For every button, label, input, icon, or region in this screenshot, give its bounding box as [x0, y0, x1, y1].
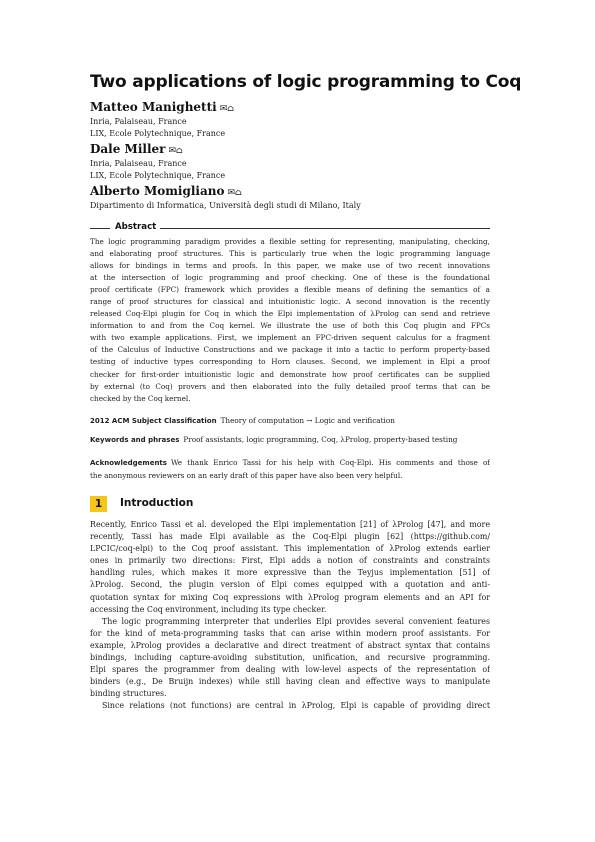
abstract-line: allows for bindings in terms and proofs. In this paper, we make use of two recent innovations [90, 261, 490, 271]
body-line: recently, Tassi has made Elpi available as the Coq-Elpi plugin [62] (https://github.com/ [90, 532, 490, 542]
author-block [90, 100, 510, 140]
author-affiliation: Inria, Palaiseau, France [90, 159, 187, 168]
author-name: Alberto Momigliano [90, 184, 225, 198]
abstract-line: range of proof structures for classical and intuitionistic logic. A second innovation is the recently [90, 297, 490, 307]
abstract-line: proof certificate (FPC) framework which provides a flexible means of defining the semantics of a [90, 285, 490, 295]
acm-label: 2012 ACM Subject Classification [90, 417, 217, 425]
acm-classification [90, 415, 490, 428]
section-heading [90, 496, 390, 512]
body-line: The logic programming interpreter that underlies Elpi provides several convenient features [102, 616, 490, 626]
abstract-label: Abstract [115, 222, 157, 232]
author-affiliation: LIX, Ecole Polytechnique, France [90, 129, 226, 138]
abstract-line: released Coq-Elpi plugin for Coq in which the Elpi implementation of λProlog can send and retrieve [90, 309, 490, 319]
body-line: Since relations (not functions) are central in λProlog, Elpi is capable of providing direct [102, 701, 490, 711]
acknowledgements [90, 457, 490, 481]
abstract-line: of the Calculus of Inductive Constructions and we package it into a tactic to perform property-based [90, 345, 490, 355]
paper-title: Two applications of logic programming to Coq [90, 72, 522, 92]
body-line: Recently, Enrico Tassi et al. developed the Elpi implementation [21] of λProlog [47], and more [90, 520, 490, 529]
author-affiliation: Dipartimento di Informatica, Università degli studi di Milano, Italy [90, 201, 361, 210]
author-name: Dale Miller [90, 142, 166, 156]
ack-text-line: We thank Enrico Tassi for his help with Coq-Elpi. His comments and those of [170, 458, 490, 467]
body-line: ones in primarily two directions: First, Elpi adds a notion of constraints and constraints [90, 556, 490, 566]
abstract-line: by external (to Coq) provers and then elaborated into the fully detailed proof terms that can be [90, 381, 490, 391]
body-line: quotation syntax for mixing Coq expressions with λProlog program elements and an API for [90, 592, 490, 602]
abstract-line: with two example applications. First, we implement an FPC-driven sequent calculus for a fragment [90, 333, 490, 343]
abstract-line: information to and from the Coq kernel. We illustrate the use of both this Coq plugin and FPCs [90, 321, 490, 331]
section-title: Introduction [120, 497, 194, 509]
abstract-rule-right [160, 228, 490, 229]
body-line: example, λProlog provides a declarative and direct treatment of abstract syntax that contains [90, 640, 490, 650]
keywords [90, 434, 490, 447]
abstract-line: checker for first-order intuitionistic logic and demonstrate how proof certificates can be supplied [90, 369, 490, 379]
body-line: handling rules, which makes it more expressive than the Teyjus implementation [51] of [90, 568, 490, 578]
body-line: LPCIC/coq-elpi) to the Coq proof assistant. This implementation of λProlog extends earlier [90, 544, 490, 554]
abstract-line: at the intersection of logic programming and proof checking. One of these is the foundational [90, 273, 490, 283]
body-line: Elpi spares the programmer from dealing with low-level aspects of the representation of [90, 665, 490, 675]
ack-label: Acknowledgements [90, 459, 167, 467]
body-line: λProlog. Second, the plugin version of Elpi comes equipped with a quotation and anti- [90, 580, 490, 590]
author-name: Matteo Manighetti [90, 100, 217, 114]
body-line: bindings, including capture-avoiding substitution, unification, and recursive programming. [90, 653, 490, 663]
abstract-line: The logic programming paradigm provides a flexible setting for representing, manipulating, checking, [90, 237, 490, 246]
abstract-line: and elaborating proof structures. This is particularly true when the logic programming language [90, 249, 490, 259]
keywords-label: Keywords and phrases [90, 436, 180, 444]
author-block [90, 184, 510, 212]
author-affiliation: LIX, Ecole Polytechnique, France [90, 171, 226, 180]
author-block [90, 142, 510, 182]
introduction-text [90, 519, 490, 713]
abstract-heading [90, 221, 490, 235]
body-line: binders (e.g., De Bruijn indexes) while still having clean and effective ways to manipulate [90, 677, 490, 687]
abstract-line: testing of inductive types corresponding to Horn clauses. Second, we implement in Elpi a proof [90, 357, 490, 367]
body-line: accessing the Coq environment, including its type checker. [90, 604, 327, 614]
author-affiliation: Inria, Palaiseau, France [90, 117, 187, 126]
abstract-line: checked by the Coq kernel. [90, 393, 191, 403]
body-line: binding structures. [90, 689, 167, 699]
section-number: 1 [90, 496, 107, 512]
body-line: for the kind of meta-programming tasks that can arise within modern proof assistants. For [90, 628, 490, 638]
abstract-text [90, 236, 490, 405]
abstract-rule-left [90, 228, 110, 229]
email-home-icons[interactable]: ✉⌂ [219, 104, 235, 114]
email-home-icons[interactable]: ✉⌂ [168, 146, 183, 156]
ack-text-line: the anonymous reviewers on an early draft of this paper have also been very helpful. [90, 470, 403, 480]
acm-text: Theory of computation → Logic and verification [220, 416, 395, 425]
keywords-text: Proof assistants, logic programming, Coq, λProlog, property-based testing [183, 435, 458, 444]
email-home-icons[interactable]: ✉⌂ [227, 188, 242, 198]
